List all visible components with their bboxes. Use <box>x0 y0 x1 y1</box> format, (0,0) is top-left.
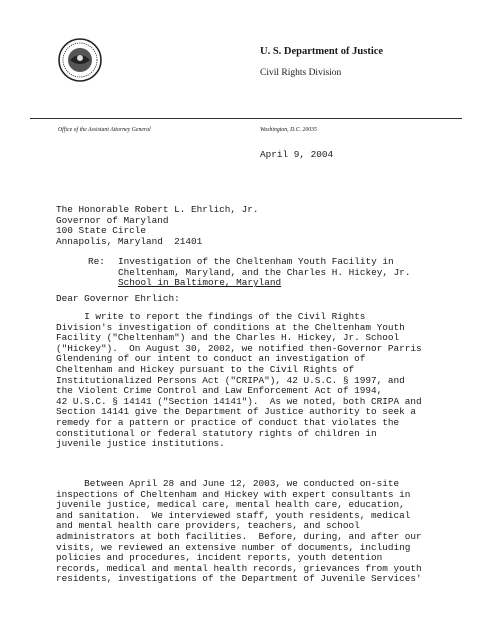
body-line: 42 U.S.C. § 14141 ("Section 14141"). As we noted, both CRIPA and <box>56 395 422 407</box>
body-line: records, medical and mental health records, grievances from youth <box>56 562 422 574</box>
body-line: juvenile justice, medical care, mental health care, education, <box>56 499 405 511</box>
recipient-line: Annapolis, Maryland 21401 <box>56 235 203 247</box>
body-line: and mental health care providers, teachers, and school <box>56 520 360 532</box>
body-paragraph-2 <box>56 479 422 585</box>
subject-line: School in Baltimore, Maryland <box>118 277 282 289</box>
body-paragraph-1 <box>56 312 422 450</box>
body-line: constitutional or federal statutory rights of children in <box>56 427 377 439</box>
body-line: Cheltenham and Hickey pursuant to the Civil Rights of <box>56 363 355 375</box>
body-line: and sanitation. We interviewed staff, youth residents, medical <box>56 509 411 521</box>
body-line: Facility ("Cheltenham") and the Charles H. Hickey, Jr. School <box>56 332 400 344</box>
department-seal-icon <box>58 38 102 82</box>
body-line: the Violent Crime Control and Law Enforcement Act of 1994, <box>56 385 383 397</box>
body-line: Division's investigation of conditions at the Cheltenham Youth <box>56 321 405 333</box>
office-address: Washington, D.C. 20035 <box>260 127 317 133</box>
body-line: juvenile justice institutions. <box>56 438 225 450</box>
body-line: Between April 28 and June 12, 2003, we conducted on-site <box>56 478 400 489</box>
recipient-address <box>56 205 259 247</box>
office-name: Office of the Assistant Attorney General <box>58 127 151 133</box>
body-line: Glendening of our intent to conduct an investigation of <box>56 353 366 365</box>
body-line: policies and procedures, incident reports, youth detention <box>56 552 383 564</box>
recipient-line: Governor of Maryland <box>56 214 169 226</box>
department-name: U. S. Department of Justice <box>260 46 384 57</box>
body-line: I write to report the findings of the Civil Rights <box>56 311 366 322</box>
body-line: remedy for a pattern or practice of conduct that violates the <box>56 416 400 428</box>
body-line: Section 14141 give the Department of Justice authority to seek a <box>56 406 417 418</box>
salutation: Dear Governor Ehrlich: <box>56 293 180 304</box>
body-line: administrators at both facilities. Before, during, and after our <box>56 530 422 542</box>
letterhead-rule <box>30 118 462 119</box>
recipient-line: The Honorable Robert L. Ehrlich, Jr. <box>56 204 259 215</box>
subject-text <box>118 257 411 289</box>
body-line: inspections of Cheltenham and Hickey with expert consultants in <box>56 488 411 500</box>
body-line: ("Hickey"). On August 30, 2002, we notified then-Governor Parris <box>56 342 422 354</box>
division-name: Civil Rights Division <box>260 68 342 78</box>
body-line: residents, investigations of the Department of Juvenile Services' <box>56 573 422 585</box>
recipient-line: 100 State Circle <box>56 225 147 237</box>
body-line: visits, we reviewed an extensive number of documents, including <box>56 541 411 553</box>
subject-line: Investigation of the Cheltenham Youth Facility in <box>118 256 394 267</box>
subject-line: Cheltenham, Maryland, and the Charles H. Hickey, Jr. <box>118 266 411 278</box>
letter-date: April 9, 2004 <box>260 149 334 160</box>
subject-label: Re: <box>88 256 105 267</box>
body-line: Institutionalized Persons Act ("CRIPA"), 42 U.S.C. § 1997, and <box>56 374 405 386</box>
